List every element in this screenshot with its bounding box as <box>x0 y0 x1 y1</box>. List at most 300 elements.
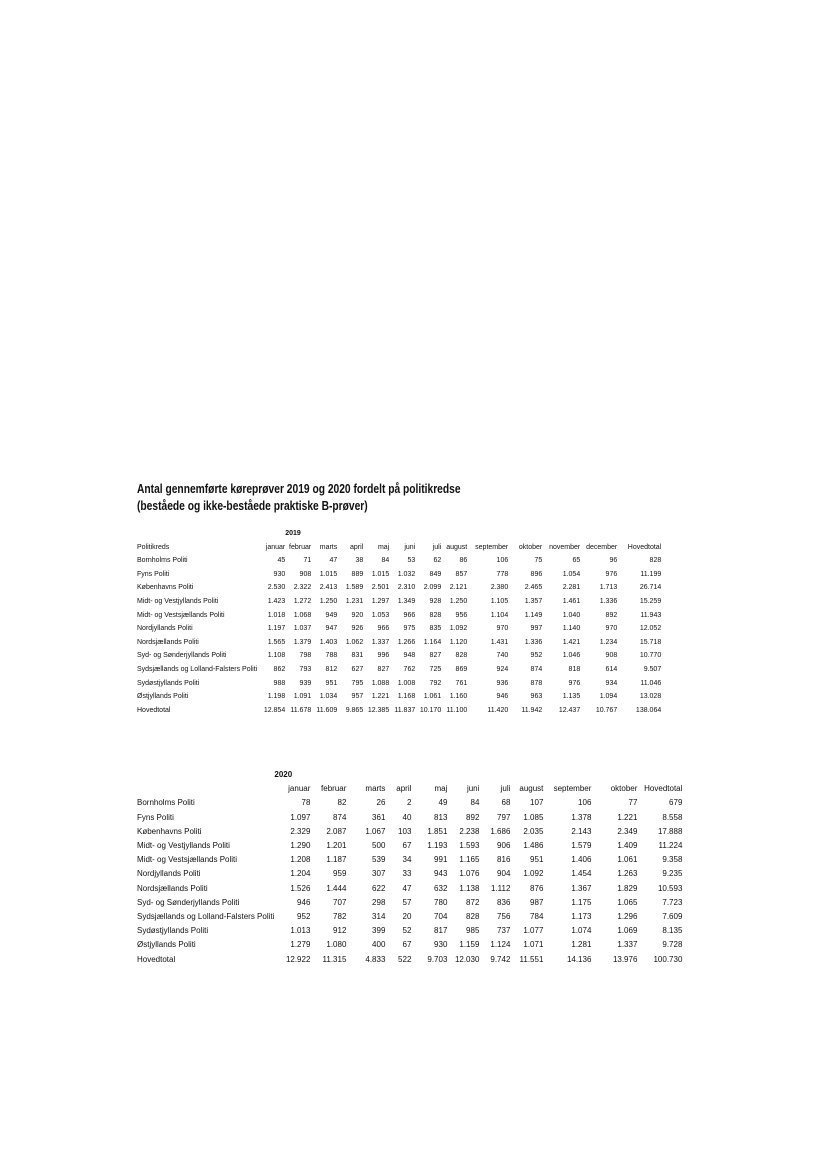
value-cell: 788 <box>325 652 338 660</box>
value-cell: 9.235 <box>662 869 683 879</box>
value-cell: 991 <box>434 855 448 865</box>
value-cell: 103 <box>398 826 412 836</box>
value-cell: 1.851 <box>427 826 448 836</box>
value-cell: 1.168 <box>397 693 416 701</box>
value-cell: 928 <box>429 597 442 605</box>
value-cell: 876 <box>530 883 544 893</box>
value-cell: 9.728 <box>662 940 683 950</box>
value-cell: 1.829 <box>617 883 638 893</box>
year-label: 2019 <box>285 530 301 537</box>
value-cell: 9.703 <box>427 954 448 964</box>
value-cell: 11.199 <box>640 570 662 578</box>
value-cell: 946 <box>297 897 311 907</box>
value-cell: 632 <box>434 883 448 893</box>
table-row <box>137 595 661 609</box>
value-cell: 1.379 <box>293 638 312 646</box>
table-row <box>137 867 682 881</box>
value-cell: 997 <box>530 625 543 633</box>
value-cell: 9.742 <box>490 954 511 964</box>
column-header: oktober <box>610 784 638 794</box>
value-cell: 1.173 <box>571 912 592 922</box>
value-cell: 966 <box>403 611 416 619</box>
value-cell: 956 <box>455 611 468 619</box>
value-cell: 106 <box>578 798 592 808</box>
total-row <box>137 704 661 718</box>
column-header: september <box>475 543 509 551</box>
value-cell: 9.865 <box>345 706 364 714</box>
value-cell: 67 <box>402 940 412 950</box>
column-header: juli <box>432 543 442 551</box>
row-label: Syd- og Sønderjyllands Politi <box>137 897 240 907</box>
empty-cell <box>389 527 415 541</box>
value-cell: 15.718 <box>639 638 662 646</box>
value-cell: 11.943 <box>640 611 662 619</box>
column-header-row <box>137 782 682 796</box>
value-cell: 622 <box>372 883 386 893</box>
row-label: Nordjyllands Politi <box>137 625 193 633</box>
empty-cell <box>415 527 441 541</box>
value-cell: 761 <box>455 679 468 687</box>
value-cell: 1.062 <box>345 638 364 646</box>
value-cell: 987 <box>530 897 544 907</box>
value-cell: 11.224 <box>658 841 683 851</box>
table-row <box>137 622 661 636</box>
value-cell: 314 <box>372 912 386 922</box>
value-cell: 970 <box>605 625 618 633</box>
value-cell: 1.336 <box>599 597 618 605</box>
value-cell: 946 <box>496 693 509 701</box>
value-cell: 68 <box>501 798 511 808</box>
value-cell: 1.074 <box>571 926 592 936</box>
row-label: Sydøstjyllands Politi <box>137 926 209 936</box>
value-cell: 930 <box>273 570 286 578</box>
value-cell: 906 <box>497 841 511 851</box>
value-cell: 957 <box>351 693 364 701</box>
value-cell: 34 <box>402 855 412 865</box>
column-header: april <box>396 784 412 794</box>
value-cell: 951 <box>325 679 338 687</box>
value-cell: 1.120 <box>449 638 468 646</box>
value-cell: 952 <box>297 912 311 922</box>
value-cell: 1.159 <box>459 940 480 950</box>
value-cell: 975 <box>403 625 416 633</box>
value-cell: 522 <box>398 954 412 964</box>
row-label: Østjyllands Politi <box>137 693 189 701</box>
value-cell: 11.420 <box>487 706 509 714</box>
value-cell: 1.281 <box>571 940 592 950</box>
value-cell: 985 <box>466 926 480 936</box>
value-cell: 963 <box>530 693 543 701</box>
value-cell: 1.349 <box>397 597 416 605</box>
value-cell: 1.337 <box>371 638 390 646</box>
value-cell: 11.942 <box>521 706 543 714</box>
column-header: april <box>350 543 364 551</box>
value-cell: 1.296 <box>617 912 638 922</box>
value-cell: 627 <box>351 665 364 673</box>
value-cell: 12.052 <box>639 625 662 633</box>
row-label: Københavns Politi <box>137 584 194 592</box>
value-cell: 908 <box>605 652 618 660</box>
table-row <box>137 554 661 568</box>
value-cell: 996 <box>377 652 390 660</box>
table-row <box>137 796 682 810</box>
value-cell: 1.526 <box>290 883 311 893</box>
value-cell: 827 <box>377 665 390 673</box>
value-cell: 1.094 <box>599 693 618 701</box>
row-label: Bornholms Politi <box>137 557 188 565</box>
value-cell: 778 <box>496 570 509 578</box>
value-cell: 2.121 <box>449 584 468 592</box>
value-cell: 1.579 <box>571 841 592 851</box>
row-label: Nordjyllands Politi <box>137 869 201 879</box>
value-cell: 399 <box>372 926 386 936</box>
value-cell: 8.558 <box>662 812 683 822</box>
value-cell: 1.124 <box>490 940 511 950</box>
row-label: Midt- og Vestjyllands Politi <box>137 597 219 605</box>
value-cell: 65 <box>572 557 581 565</box>
value-cell: 12.854 <box>263 706 286 714</box>
table-row <box>137 649 661 663</box>
year-row <box>137 768 682 782</box>
value-cell: 1.263 <box>617 869 638 879</box>
empty-cell <box>385 768 411 782</box>
table-row <box>137 568 661 582</box>
value-cell: 1.272 <box>293 597 312 605</box>
value-cell: 849 <box>429 570 442 578</box>
value-cell: 795 <box>351 679 364 687</box>
value-cell: 1.421 <box>562 638 581 646</box>
table-row <box>137 825 682 839</box>
value-cell: 782 <box>333 912 347 922</box>
column-header: januar <box>288 784 311 794</box>
value-cell: 2.465 <box>524 584 543 592</box>
value-cell: 1.108 <box>267 652 286 660</box>
value-cell: 1.054 <box>562 570 581 578</box>
value-cell: 62 <box>433 557 442 565</box>
value-cell: 1.250 <box>319 597 338 605</box>
value-cell: 1.187 <box>326 855 347 865</box>
value-cell: 828 <box>649 557 662 565</box>
value-cell: 2.380 <box>490 584 509 592</box>
value-cell: 926 <box>351 625 364 633</box>
value-cell: 1.403 <box>319 638 338 646</box>
row-label: Fyns Politi <box>137 570 170 578</box>
value-cell: 817 <box>434 926 448 936</box>
value-cell: 970 <box>496 625 509 633</box>
value-cell: 1.565 <box>267 638 286 646</box>
value-cell: 988 <box>273 679 286 687</box>
value-cell: 1.686 <box>490 826 511 836</box>
value-cell: 828 <box>455 652 468 660</box>
value-cell: 1.092 <box>523 869 544 879</box>
value-cell: 57 <box>402 897 412 907</box>
empty-cell <box>346 768 385 782</box>
value-cell: 10.593 <box>657 883 683 893</box>
empty-cell <box>580 527 617 541</box>
empty-cell <box>543 768 591 782</box>
value-cell: 827 <box>429 652 442 660</box>
value-cell: 539 <box>372 855 386 865</box>
value-cell: 679 <box>669 798 683 808</box>
value-cell: 1.061 <box>423 693 442 701</box>
value-cell: 1.221 <box>617 812 638 822</box>
empty-cell <box>637 768 682 782</box>
value-cell: 77 <box>628 798 638 808</box>
value-cell: 1.138 <box>459 883 480 893</box>
value-cell: 82 <box>337 798 347 808</box>
value-cell: 831 <box>351 652 364 660</box>
column-header: august <box>446 543 468 551</box>
value-cell: 762 <box>403 665 416 673</box>
value-cell: 106 <box>496 557 509 565</box>
value-cell: 1.423 <box>267 597 286 605</box>
title-line-1: Antal gennemførte køreprøver 2019 og 2020 fordelt på politikredse <box>137 482 461 496</box>
value-cell: 361 <box>372 812 386 822</box>
value-cell: 11.609 <box>316 706 338 714</box>
value-cell: 1.015 <box>319 570 338 578</box>
value-cell: 2.099 <box>423 584 442 592</box>
empty-cell <box>441 527 467 541</box>
column-header: januar <box>265 543 286 551</box>
value-cell: 818 <box>568 665 581 673</box>
value-cell: 1.266 <box>397 638 416 646</box>
value-cell: 17.888 <box>657 826 683 836</box>
row-label: Sydsjællands og Lolland-Falsters Politi <box>137 912 275 922</box>
value-cell: 943 <box>434 869 448 879</box>
value-cell: 835 <box>429 625 442 633</box>
table-row <box>137 853 682 867</box>
value-cell: 1.092 <box>449 625 468 633</box>
empty-cell <box>311 527 337 541</box>
value-cell: 1.589 <box>345 584 364 592</box>
value-cell: 96 <box>609 557 618 565</box>
value-cell: 1.197 <box>267 625 286 633</box>
empty-cell <box>447 768 479 782</box>
value-cell: 15.259 <box>639 597 662 605</box>
value-cell: 1.077 <box>523 926 544 936</box>
value-cell: 784 <box>530 912 544 922</box>
value-cell: 1.053 <box>371 611 390 619</box>
value-cell: 798 <box>299 652 312 660</box>
column-header: juli <box>500 784 511 794</box>
value-cell: 936 <box>496 679 509 687</box>
value-cell: 26.714 <box>639 584 662 592</box>
row-label: Hovedtotal <box>137 706 171 714</box>
value-cell: 966 <box>377 625 390 633</box>
value-cell: 1.454 <box>571 869 592 879</box>
total-row <box>137 953 682 967</box>
value-cell: 11.315 <box>322 954 347 964</box>
empty-cell <box>508 527 542 541</box>
value-cell: 707 <box>333 897 347 907</box>
value-cell: 500 <box>372 841 386 851</box>
value-cell: 1.431 <box>490 638 509 646</box>
empty-cell <box>310 768 346 782</box>
value-cell: 704 <box>434 912 448 922</box>
empty-cell <box>337 527 363 541</box>
value-cell: 13.976 <box>612 954 638 964</box>
value-cell: 1.069 <box>617 926 638 936</box>
value-cell: 2.501 <box>371 584 390 592</box>
value-cell: 71 <box>303 557 312 565</box>
value-cell: 976 <box>568 679 581 687</box>
empty-cell <box>411 768 447 782</box>
value-cell: 780 <box>434 897 448 907</box>
table-row <box>137 882 682 896</box>
value-cell: 2.530 <box>267 584 286 592</box>
value-cell: 2.329 <box>290 826 311 836</box>
column-header: december <box>586 543 618 551</box>
value-cell: 1.040 <box>562 611 581 619</box>
value-cell: 836 <box>497 897 511 907</box>
value-cell: 12.922 <box>285 954 311 964</box>
value-cell: 11.678 <box>290 706 312 714</box>
value-cell: 1.149 <box>524 611 543 619</box>
value-cell: 1.037 <box>293 625 312 633</box>
value-cell: 1.088 <box>371 679 390 687</box>
empty-cell <box>591 768 637 782</box>
value-cell: 1.140 <box>562 625 581 633</box>
value-cell: 874 <box>333 812 347 822</box>
value-cell: 9.358 <box>662 855 683 865</box>
value-cell: 904 <box>497 869 511 879</box>
value-cell: 2.087 <box>326 826 347 836</box>
value-cell: 298 <box>372 897 386 907</box>
value-cell: 797 <box>497 812 511 822</box>
value-cell: 4.833 <box>365 954 386 964</box>
value-cell: 1.336 <box>524 638 543 646</box>
value-cell: 1.486 <box>523 841 544 851</box>
value-cell: 1.061 <box>617 855 638 865</box>
table-row <box>137 636 661 650</box>
value-cell: 40 <box>402 812 412 822</box>
value-cell: 11.837 <box>394 706 416 714</box>
value-cell: 1.164 <box>423 638 442 646</box>
value-cell: 793 <box>299 665 312 673</box>
value-cell: 1.104 <box>490 611 509 619</box>
value-cell: 7.609 <box>662 912 683 922</box>
value-cell: 1.097 <box>290 812 311 822</box>
table-row <box>137 924 682 938</box>
value-cell: 78 <box>301 798 311 808</box>
value-cell: 11.100 <box>446 706 468 714</box>
value-cell: 1.013 <box>290 926 311 936</box>
value-cell: 20 <box>402 912 412 922</box>
value-cell: 53 <box>407 557 416 565</box>
title-line-2: (beståede og ikke-beståede praktiske B-prøver) <box>137 499 368 513</box>
value-cell: 828 <box>429 611 442 619</box>
empty-cell <box>137 782 274 796</box>
value-cell: 1.221 <box>371 693 390 701</box>
value-cell: 1.015 <box>371 570 390 578</box>
value-cell: 1.175 <box>571 897 592 907</box>
value-cell: 9.507 <box>643 665 662 673</box>
table-row <box>137 938 682 952</box>
value-cell: 2.281 <box>562 584 581 592</box>
value-cell: 1.367 <box>571 883 592 893</box>
value-cell: 1.105 <box>490 597 509 605</box>
value-cell: 920 <box>351 611 364 619</box>
value-cell: 1.444 <box>326 883 347 893</box>
row-label: Midt- og Vestsjællands Politi <box>137 855 238 865</box>
value-cell: 1.208 <box>290 855 311 865</box>
value-cell: 1.071 <box>523 940 544 950</box>
value-cell: 1.461 <box>562 597 581 605</box>
value-cell: 1.046 <box>562 652 581 660</box>
column-header: juni <box>404 543 416 551</box>
value-cell: 1.201 <box>326 841 347 851</box>
column-header: marts <box>365 784 386 794</box>
row-label: Nordsjællands Politi <box>137 883 208 893</box>
document-title <box>137 481 461 515</box>
empty-cell <box>363 527 389 541</box>
value-cell: 813 <box>434 812 448 822</box>
value-cell: 1.279 <box>290 940 311 950</box>
value-cell: 10.770 <box>639 652 662 660</box>
value-cell: 45 <box>277 557 286 565</box>
value-cell: 1.198 <box>267 693 286 701</box>
value-cell: 1.357 <box>524 597 543 605</box>
empty-cell <box>479 768 510 782</box>
value-cell: 930 <box>434 940 448 950</box>
value-cell: 976 <box>605 570 618 578</box>
value-cell: 10.170 <box>419 706 442 714</box>
value-cell: 84 <box>470 798 480 808</box>
value-cell: 1.231 <box>345 597 364 605</box>
value-cell: 947 <box>325 625 338 633</box>
value-cell: 816 <box>497 855 511 865</box>
row-label: Sydøstjyllands Politi <box>137 679 200 687</box>
row-label: Københavns Politi <box>137 826 202 836</box>
table-row <box>137 910 682 924</box>
table-row <box>137 690 661 704</box>
value-cell: 1.067 <box>365 826 386 836</box>
value-cell: 1.193 <box>427 841 448 851</box>
value-cell: 2 <box>406 798 412 808</box>
value-cell: 912 <box>333 926 347 936</box>
column-header: marts <box>319 543 338 551</box>
value-cell: 2.143 <box>571 826 592 836</box>
value-cell: 934 <box>605 679 618 687</box>
row-label: Østjyllands Politi <box>137 940 196 950</box>
row-header-label: Politikreds <box>137 543 170 551</box>
value-cell: 52 <box>402 926 412 936</box>
value-cell: 756 <box>497 912 511 922</box>
value-cell: 1.337 <box>617 940 638 950</box>
value-cell: 49 <box>438 798 448 808</box>
empty-cell <box>137 527 257 541</box>
table-2019 <box>137 527 661 717</box>
value-cell: 12.030 <box>454 954 480 964</box>
value-cell: 1.135 <box>562 693 581 701</box>
value-cell: 792 <box>429 679 442 687</box>
value-cell: 12.385 <box>367 706 390 714</box>
column-header: oktober <box>518 543 543 551</box>
column-header: august <box>519 784 544 794</box>
value-cell: 857 <box>455 570 468 578</box>
column-header: maj <box>434 784 448 794</box>
table-row <box>137 839 682 853</box>
value-cell: 1.068 <box>293 611 312 619</box>
value-cell: 874 <box>530 665 543 673</box>
value-cell: 1.593 <box>459 841 480 851</box>
year-row <box>137 527 661 541</box>
row-label: Fyns Politi <box>137 812 174 822</box>
table-row <box>137 609 661 623</box>
empty-cell <box>542 527 580 541</box>
value-cell: 1.034 <box>319 693 338 701</box>
value-cell: 948 <box>403 652 416 660</box>
